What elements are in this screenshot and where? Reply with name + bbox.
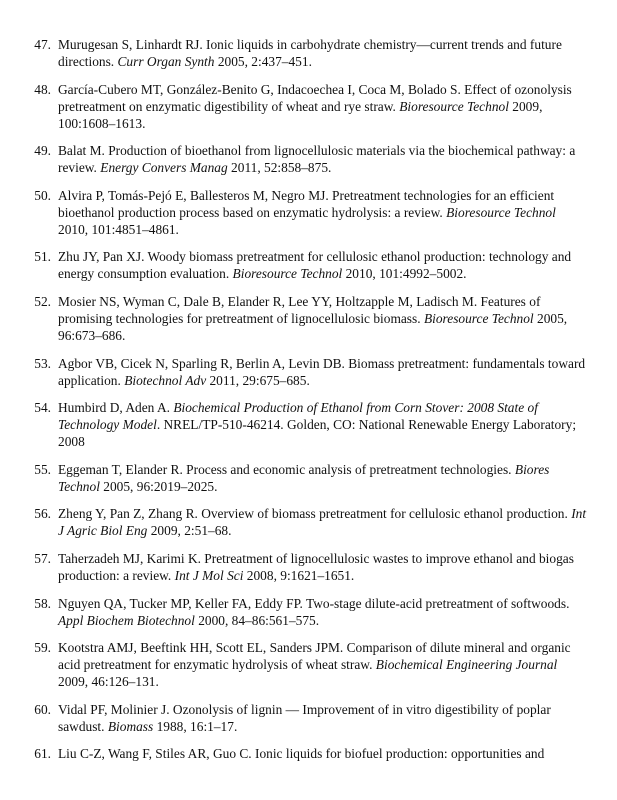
- reference-journal: Bioresource Technol: [423, 310, 534, 326]
- reference-item: [0, 461, 617, 495]
- reference-item: [0, 355, 617, 389]
- reference-text: [58, 142, 587, 176]
- reference-item: [0, 248, 617, 282]
- reference-number: 54.: [34, 400, 51, 416]
- reference-citation: 2008, 9:1621–1651.: [243, 567, 355, 583]
- reference-number: 50.: [34, 187, 51, 203]
- reference-journal: Biochemical Production of Ethanol from Corn Stover: 2008 State of Technology Model: [58, 400, 538, 433]
- reference-item: [0, 701, 617, 735]
- reference-body: Balat M. Production of bioethanol from lignocellulosic materials via the biochemical pathway: a review.: [58, 143, 576, 176]
- reference-citation: 2011, 29:675–685.: [206, 372, 310, 388]
- reference-text: [58, 595, 587, 629]
- reference-journal: Bioresource Technol: [399, 98, 509, 114]
- reference-text: [58, 701, 587, 735]
- reference-number: 61.: [34, 746, 51, 762]
- reference-body: Vidal PF, Molinier J. Ozonolysis of lignin — Improvement of in vitro digestibility of poplar sawdust.: [58, 701, 551, 734]
- reference-journal: Biomass: [107, 718, 154, 734]
- reference-text: [58, 639, 587, 690]
- reference-item: [0, 595, 617, 629]
- reference-journal: Appl Biochem Biotechnol: [58, 612, 195, 628]
- reference-body: Taherzadeh MJ, Karimi K. Pretreatment of lignocellulosic wastes to improve ethanol and biogas production: a review.: [58, 550, 574, 583]
- reference-text: [58, 248, 587, 282]
- reference-journal: Bioresource Technol: [232, 266, 343, 282]
- reference-citation: 2005, 96:2019–2025.: [99, 478, 218, 494]
- reference-text: [58, 187, 587, 238]
- reference-number: 59.: [34, 640, 51, 656]
- reference-citation: 2010, 101:4851–4861.: [58, 221, 179, 237]
- reference-journal: Curr Organ Synth: [117, 54, 215, 69]
- reference-journal: Biotechnol Adv: [124, 372, 207, 388]
- reference-body: Murugesan S, Linhardt RJ. Ionic liquids in carbohydrate chemistry—current trends and future directions.: [58, 37, 562, 69]
- reference-number: 51.: [34, 249, 51, 265]
- reference-text: [58, 461, 587, 495]
- reference-body: Humbird D, Aden A.: [58, 400, 174, 416]
- reference-number: 52.: [34, 293, 51, 309]
- reference-text: [58, 355, 587, 389]
- reference-number: 47.: [34, 37, 51, 52]
- reference-item: [0, 36, 617, 70]
- reference-text: [58, 505, 587, 539]
- reference-item: [0, 187, 617, 238]
- reference-body: Nguyen QA, Tucker MP, Keller FA, Eddy FP. Two-stage dilute-acid pretreatment of softwoods.: [58, 595, 570, 611]
- reference-number: 49.: [34, 143, 51, 159]
- reference-body: Eggeman T, Elander R. Process and economic analysis of pretreatment technologies.: [58, 461, 515, 477]
- reference-journal: Bioresource Technol: [446, 204, 556, 220]
- reference-body: Alvira P, Tomás-Pejó E, Ballesteros M, Negro MJ. Pretreatment technologies for an efficient bioethanol production process based on enzymatic hydrolysis: a review.: [58, 187, 555, 220]
- reference-text: [58, 36, 587, 70]
- reference-journal: Int J Mol Sci: [174, 567, 244, 583]
- reference-journal: Int J Agric Biol Eng: [58, 506, 587, 539]
- reference-citation: 2005, 96:673–686.: [58, 310, 568, 343]
- reference-citation: 2010, 101:4992–5002.: [342, 266, 467, 282]
- reference-journal: Biores Technol: [58, 461, 550, 494]
- reference-item: [0, 745, 617, 762]
- reference-number: 60.: [34, 701, 51, 717]
- reference-journal: Energy Convers Manag: [100, 160, 228, 176]
- reference-number: 55.: [34, 461, 51, 477]
- reference-citation: . NREL/TP-510-46214. Golden, CO: National Renewable Energy Laboratory; 2008: [58, 417, 577, 450]
- reference-text: [58, 550, 587, 584]
- reference-item: [0, 142, 617, 176]
- reference-citation: 2009, 2:51–68.: [147, 523, 232, 539]
- reference-number: 53.: [34, 355, 51, 371]
- reference-text: [58, 399, 587, 450]
- reference-journal: Biochemical Engineering Journal: [375, 657, 558, 673]
- reference-list: [0, 36, 617, 773]
- reference-body: Mosier NS, Wyman C, Dale B, Elander R, Lee YY, Holtzapple M, Ladisch M. Features of promising technologies for pretreatment of lignocellulosic biomass.: [58, 293, 541, 326]
- reference-citation: 2000, 84–86:561–575.: [194, 612, 320, 628]
- reference-item: [0, 550, 617, 584]
- reference-citation: 2005, 2:437–451.: [214, 54, 312, 69]
- reference-text: [58, 81, 587, 132]
- reference-body: García-Cubero MT, González-Benito G, Indacoechea I, Coca M, Bolado S. Effect of ozonolysis pretreatment on enzymatic digestibility of wheat and rye straw.: [58, 81, 572, 114]
- reference-item: [0, 293, 617, 344]
- reference-body: Liu C-Z, Wang F, Stiles AR, Guo C. Ionic liquids for biofuel production: opportunities and: [58, 746, 545, 762]
- reference-body: Zheng Y, Pan Z, Zhang R. Overview of biomass pretreatment for cellulosic ethanol production.: [58, 506, 572, 522]
- reference-body: Agbor VB, Cicek N, Sparling R, Berlin A, Levin DB. Biomass pretreatment: fundamentals toward application.: [58, 355, 586, 388]
- reference-number: 48.: [34, 81, 51, 97]
- reference-item: [0, 639, 617, 690]
- reference-number: 57.: [34, 550, 51, 566]
- reference-citation: 2009, 46:126–131.: [58, 674, 159, 690]
- reference-body: Zhu JY, Pan XJ. Woody biomass pretreatment for cellulosic ethanol production: technology and energy consumption evaluation.: [58, 249, 572, 282]
- reference-number: 58.: [34, 595, 51, 611]
- reference-number: 56.: [34, 506, 51, 522]
- reference-text: [58, 293, 587, 344]
- reference-text: [58, 745, 587, 762]
- reference-citation: 2009, 100:1608–1613.: [58, 98, 543, 131]
- reference-item: [0, 81, 617, 132]
- reference-citation: 1988, 16:1–17.: [153, 718, 238, 734]
- reference-body: Kootstra AMJ, Beeftink HH, Scott EL, Sanders JPM. Comparison of dilute mineral and organic acid pretreatment for enzymatic hydrolysis of wheat straw.: [58, 640, 571, 673]
- reference-citation: 2011, 52:858–875.: [227, 160, 332, 176]
- reference-item: [0, 399, 617, 450]
- reference-item: [0, 505, 617, 539]
